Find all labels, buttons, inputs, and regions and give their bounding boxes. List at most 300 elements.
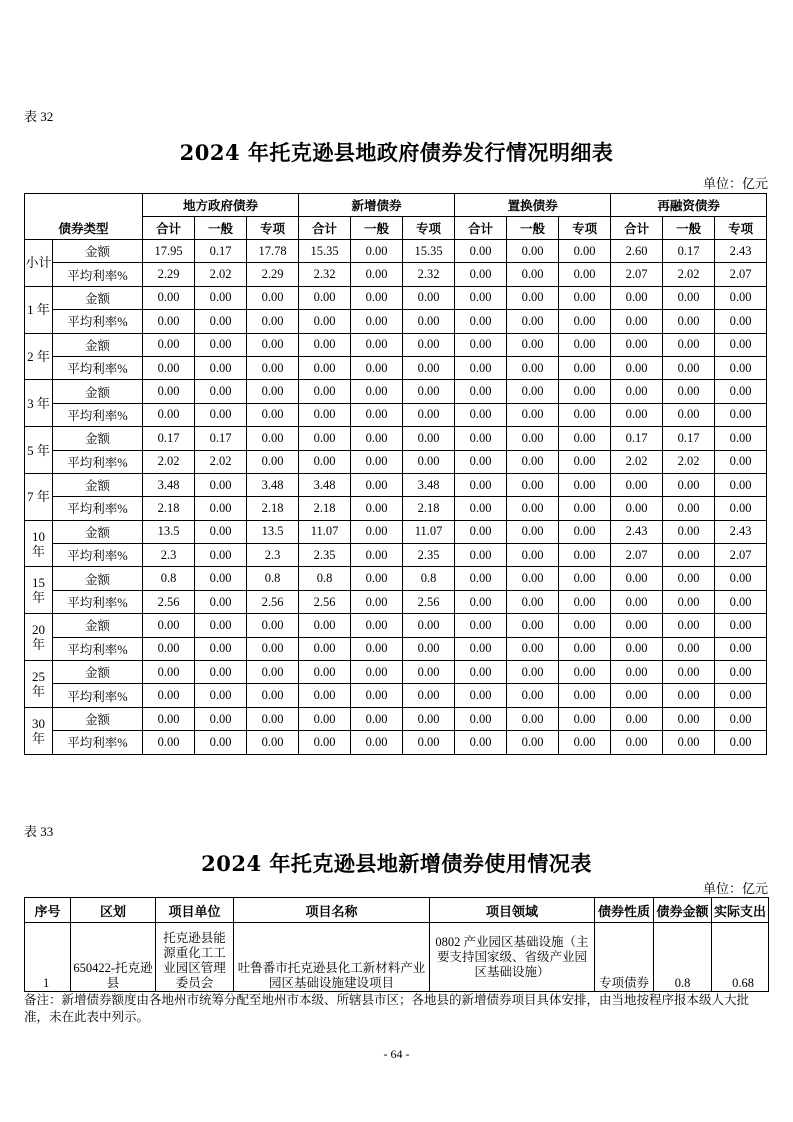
table-row	[25, 450, 767, 473]
value-cell: 0.00	[559, 567, 611, 590]
term-group-cell: 7 年	[25, 473, 53, 520]
value-cell: 0.00	[351, 520, 403, 543]
table-row	[25, 567, 767, 590]
col-header-region: 区划	[71, 898, 156, 923]
subhead-cell: 一般	[195, 217, 247, 240]
col-header-actual-spent: 实际支出	[712, 898, 769, 923]
metric-cell: 平均利率%	[53, 637, 143, 660]
value-cell: 0.00	[247, 731, 299, 754]
seq-cell: 1	[25, 923, 71, 992]
col-header-project-name: 项目名称	[234, 898, 430, 923]
value-cell: 0.00	[507, 356, 559, 379]
value-cell: 0.00	[663, 286, 715, 309]
value-cell: 0.00	[507, 380, 559, 403]
value-cell: 0.00	[351, 637, 403, 660]
value-cell: 2.02	[611, 450, 663, 473]
value-cell: 0.00	[455, 473, 507, 496]
value-cell: 0.00	[299, 333, 351, 356]
table-row	[25, 707, 767, 730]
value-cell: 0.00	[455, 520, 507, 543]
value-cell: 0.00	[455, 567, 507, 590]
subhead-cell: 一般	[663, 217, 715, 240]
group-header-refinancing: 再融资债券	[611, 194, 767, 217]
value-cell: 0.00	[143, 403, 195, 426]
metric-cell: 金额	[53, 614, 143, 637]
value-cell: 0.00	[403, 310, 455, 333]
value-cell: 0.00	[247, 380, 299, 403]
corner-header: 债券类型	[25, 194, 143, 240]
value-cell: 0.00	[195, 310, 247, 333]
col-header-unit: 项目单位	[156, 898, 234, 923]
value-cell: 0.00	[247, 403, 299, 426]
value-cell: 0.00	[507, 567, 559, 590]
value-cell: 0.00	[299, 286, 351, 309]
value-cell: 0.00	[403, 614, 455, 637]
value-cell: 0.00	[143, 286, 195, 309]
value-cell: 0.00	[663, 637, 715, 660]
term-group-cell: 5 年	[25, 427, 53, 474]
value-cell: 2.02	[143, 450, 195, 473]
table-row	[25, 310, 767, 333]
value-cell: 2.35	[299, 544, 351, 567]
value-cell: 0.00	[559, 286, 611, 309]
value-cell: 0.00	[351, 240, 403, 263]
value-cell: 0.00	[559, 731, 611, 754]
value-cell: 0.00	[403, 684, 455, 707]
value-cell: 0.00	[351, 380, 403, 403]
metric-cell: 金额	[53, 707, 143, 730]
value-cell: 13.5	[247, 520, 299, 543]
value-cell: 0.00	[403, 661, 455, 684]
col-header-seq: 序号	[25, 898, 71, 923]
value-cell: 0.00	[299, 380, 351, 403]
value-cell: 0.00	[195, 637, 247, 660]
term-group-cell: 3 年	[25, 380, 53, 427]
value-cell: 0.00	[507, 427, 559, 450]
value-cell: 0.00	[559, 637, 611, 660]
value-cell: 0.00	[195, 356, 247, 379]
value-cell: 0.00	[247, 684, 299, 707]
col-header-bond-nature: 债券性质	[595, 898, 654, 923]
project-name-cell: 吐鲁番市托克逊县化工新材料产业园区基础设施建设项目	[234, 923, 430, 992]
table-row	[25, 240, 767, 263]
value-cell: 0.00	[715, 661, 767, 684]
value-cell: 0.00	[663, 544, 715, 567]
value-cell: 0.00	[403, 403, 455, 426]
value-cell: 0.00	[247, 661, 299, 684]
table-33-title: 2024 年托克逊县地新增债券使用情况表	[201, 851, 592, 876]
value-cell: 0.00	[611, 403, 663, 426]
value-cell: 0.00	[559, 263, 611, 286]
value-cell: 0.00	[611, 614, 663, 637]
value-cell: 0.00	[455, 310, 507, 333]
metric-cell: 金额	[53, 567, 143, 590]
value-cell: 0.00	[403, 427, 455, 450]
value-cell: 0.00	[507, 240, 559, 263]
value-cell: 0.00	[351, 450, 403, 473]
value-cell: 0.00	[559, 240, 611, 263]
value-cell: 0.00	[195, 731, 247, 754]
value-cell: 0.17	[143, 427, 195, 450]
value-cell: 0.00	[559, 614, 611, 637]
value-cell: 0.00	[351, 567, 403, 590]
value-cell: 0.00	[663, 707, 715, 730]
value-cell: 0.00	[143, 380, 195, 403]
bond-nature-cell: 专项债券	[595, 923, 654, 992]
value-cell: 11.07	[299, 520, 351, 543]
value-cell: 0.17	[663, 427, 715, 450]
value-cell: 2.32	[403, 263, 455, 286]
value-cell: 0.00	[663, 590, 715, 613]
table-row	[25, 286, 767, 309]
group-header-replacement: 置换债券	[455, 194, 611, 217]
value-cell: 0.00	[299, 731, 351, 754]
value-cell: 0.00	[507, 637, 559, 660]
value-cell: 0.00	[559, 380, 611, 403]
value-cell: 0.00	[559, 661, 611, 684]
value-cell: 0.00	[351, 333, 403, 356]
value-cell: 0.00	[195, 684, 247, 707]
value-cell: 0.00	[715, 380, 767, 403]
value-cell: 2.3	[143, 544, 195, 567]
subhead-cell: 专项	[247, 217, 299, 240]
value-cell: 2.02	[663, 450, 715, 473]
value-cell: 13.5	[143, 520, 195, 543]
region-cell: 650422-托克逊县	[71, 923, 156, 992]
table-row	[25, 614, 767, 637]
value-cell: 0.00	[455, 731, 507, 754]
subhead-cell: 专项	[403, 217, 455, 240]
value-cell: 0.00	[611, 707, 663, 730]
term-group-cell: 20 年	[25, 614, 53, 661]
value-cell: 17.78	[247, 240, 299, 263]
value-cell: 0.00	[611, 333, 663, 356]
value-cell: 0.00	[351, 544, 403, 567]
value-cell: 0.00	[507, 520, 559, 543]
value-cell: 0.00	[195, 707, 247, 730]
value-cell: 0.00	[299, 427, 351, 450]
subhead-cell: 专项	[715, 217, 767, 240]
value-cell: 0.00	[663, 567, 715, 590]
page-number: - 64 -	[383, 1047, 410, 1061]
value-cell: 0.00	[559, 333, 611, 356]
value-cell: 0.00	[663, 356, 715, 379]
value-cell: 0.00	[247, 310, 299, 333]
value-cell: 0.00	[559, 684, 611, 707]
metric-cell: 金额	[53, 240, 143, 263]
value-cell: 0.00	[715, 614, 767, 637]
value-cell: 0.17	[611, 427, 663, 450]
value-cell: 0.00	[507, 286, 559, 309]
term-group-cell: 10 年	[25, 520, 53, 567]
value-cell: 0.00	[507, 403, 559, 426]
value-cell: 0.00	[455, 333, 507, 356]
subhead-cell: 合计	[611, 217, 663, 240]
actual-spent-cell: 0.68	[712, 923, 769, 992]
metric-cell: 平均利率%	[53, 497, 143, 520]
value-cell: 0.00	[663, 731, 715, 754]
value-cell: 0.00	[403, 356, 455, 379]
table-row	[25, 590, 767, 613]
value-cell: 0.00	[715, 590, 767, 613]
value-cell: 0.00	[403, 707, 455, 730]
value-cell: 0.00	[455, 661, 507, 684]
value-cell: 0.00	[611, 473, 663, 496]
col-header-bond-amount: 债券金额	[654, 898, 712, 923]
bond-issuance-table	[24, 193, 767, 755]
value-cell: 0.00	[715, 637, 767, 660]
value-cell: 0.17	[195, 240, 247, 263]
value-cell: 0.00	[715, 707, 767, 730]
value-cell: 0.00	[611, 731, 663, 754]
value-cell: 0.00	[611, 310, 663, 333]
value-cell: 0.8	[247, 567, 299, 590]
value-cell: 0.00	[715, 310, 767, 333]
value-cell: 0.00	[143, 333, 195, 356]
project-unit-cell: 托克逊县能源重化工工业园区管理委员会	[156, 923, 234, 992]
value-cell: 0.00	[195, 380, 247, 403]
value-cell: 0.00	[403, 731, 455, 754]
value-cell: 0.00	[195, 333, 247, 356]
value-cell: 0.00	[507, 333, 559, 356]
value-cell: 0.00	[455, 544, 507, 567]
value-cell: 17.95	[143, 240, 195, 263]
value-cell: 0.00	[611, 590, 663, 613]
value-cell: 0.00	[507, 263, 559, 286]
value-cell: 0.00	[455, 637, 507, 660]
value-cell: 0.00	[611, 497, 663, 520]
subhead-cell: 一般	[507, 217, 559, 240]
metric-cell: 平均利率%	[53, 731, 143, 754]
value-cell: 3.48	[403, 473, 455, 496]
value-cell: 0.00	[351, 707, 403, 730]
value-cell: 0.00	[663, 380, 715, 403]
value-cell: 0.00	[663, 333, 715, 356]
value-cell: 0.8	[403, 567, 455, 590]
value-cell: 0.00	[455, 497, 507, 520]
table-row	[25, 731, 767, 754]
term-group-cell: 2 年	[25, 333, 53, 380]
value-cell: 2.3	[247, 544, 299, 567]
metric-cell: 金额	[53, 473, 143, 496]
metric-cell: 平均利率%	[53, 450, 143, 473]
value-cell: 2.07	[715, 263, 767, 286]
term-group-cell: 25 年	[25, 661, 53, 708]
metric-cell: 金额	[53, 333, 143, 356]
value-cell: 2.60	[611, 240, 663, 263]
value-cell: 0.00	[455, 403, 507, 426]
value-cell: 2.32	[299, 263, 351, 286]
value-cell: 2.02	[663, 263, 715, 286]
value-cell: 0.00	[559, 427, 611, 450]
value-cell: 0.00	[663, 497, 715, 520]
value-cell: 0.00	[507, 661, 559, 684]
value-cell: 0.00	[299, 356, 351, 379]
value-cell: 0.00	[663, 520, 715, 543]
value-cell: 0.00	[351, 310, 403, 333]
value-cell: 2.29	[247, 263, 299, 286]
value-cell: 0.00	[403, 637, 455, 660]
value-cell: 0.00	[143, 684, 195, 707]
metric-cell: 平均利率%	[53, 310, 143, 333]
metric-cell: 金额	[53, 520, 143, 543]
value-cell: 0.00	[611, 567, 663, 590]
bond-amount-cell: 0.8	[654, 923, 712, 992]
value-cell: 0.00	[351, 684, 403, 707]
value-cell: 0.00	[455, 450, 507, 473]
value-cell: 2.56	[143, 590, 195, 613]
value-cell: 0.00	[611, 661, 663, 684]
table-row	[25, 380, 767, 403]
value-cell: 0.00	[559, 403, 611, 426]
metric-cell: 金额	[53, 286, 143, 309]
value-cell: 0.00	[611, 356, 663, 379]
value-cell: 3.48	[247, 473, 299, 496]
value-cell: 0.00	[299, 614, 351, 637]
value-cell: 0.00	[663, 684, 715, 707]
table-32-unit: 单位：亿元	[702, 176, 768, 191]
value-cell: 0.00	[299, 707, 351, 730]
value-cell: 2.07	[611, 544, 663, 567]
project-field-cell: 0802 产业园区基础设施（主要支持国家级、省级产业园区基础设施）	[430, 923, 595, 992]
value-cell: 0.00	[455, 427, 507, 450]
value-cell: 0.00	[351, 661, 403, 684]
value-cell: 0.00	[715, 684, 767, 707]
table-33-unit: 单位：亿元	[702, 881, 768, 896]
value-cell: 0.00	[663, 403, 715, 426]
value-cell: 15.35	[299, 240, 351, 263]
value-cell: 0.00	[455, 380, 507, 403]
metric-cell: 平均利率%	[53, 684, 143, 707]
metric-cell: 平均利率%	[53, 544, 143, 567]
value-cell: 0.00	[507, 590, 559, 613]
value-cell: 0.00	[299, 310, 351, 333]
value-cell: 0.00	[143, 356, 195, 379]
value-cell: 0.00	[403, 380, 455, 403]
value-cell: 2.07	[715, 544, 767, 567]
value-cell: 0.00	[611, 684, 663, 707]
value-cell: 0.00	[247, 427, 299, 450]
value-cell: 0.8	[143, 567, 195, 590]
value-cell: 0.00	[559, 544, 611, 567]
value-cell: 0.00	[559, 310, 611, 333]
value-cell: 2.56	[247, 590, 299, 613]
metric-cell: 平均利率%	[53, 356, 143, 379]
value-cell: 0.00	[507, 497, 559, 520]
value-cell: 0.00	[507, 473, 559, 496]
value-cell: 0.00	[351, 731, 403, 754]
table-row	[25, 263, 767, 286]
metric-cell: 金额	[53, 427, 143, 450]
value-cell: 0.00	[507, 544, 559, 567]
value-cell: 3.48	[143, 473, 195, 496]
value-cell: 0.00	[351, 263, 403, 286]
value-cell: 0.00	[507, 450, 559, 473]
table-row	[25, 684, 767, 707]
group-header-new: 新增债券	[299, 194, 455, 217]
value-cell: 0.00	[143, 661, 195, 684]
value-cell: 0.00	[559, 707, 611, 730]
table-row	[25, 427, 767, 450]
value-cell: 0.00	[351, 356, 403, 379]
subhead-cell: 合计	[455, 217, 507, 240]
table-row	[25, 923, 769, 992]
value-cell: 0.00	[195, 403, 247, 426]
value-cell: 3.48	[299, 473, 351, 496]
value-cell: 2.18	[299, 497, 351, 520]
value-cell: 2.02	[195, 450, 247, 473]
new-bond-usage-table	[24, 897, 769, 992]
value-cell: 0.00	[247, 637, 299, 660]
value-cell: 0.00	[299, 684, 351, 707]
value-cell: 0.00	[455, 614, 507, 637]
term-group-cell: 15 年	[25, 567, 53, 614]
value-cell: 0.00	[299, 450, 351, 473]
value-cell: 0.00	[715, 497, 767, 520]
value-cell: 0.00	[299, 637, 351, 660]
value-cell: 0.00	[195, 473, 247, 496]
value-cell: 0.17	[663, 240, 715, 263]
value-cell: 0.00	[247, 614, 299, 637]
value-cell: 2.56	[403, 590, 455, 613]
value-cell: 2.43	[715, 520, 767, 543]
value-cell: 0.00	[455, 356, 507, 379]
value-cell: 0.00	[455, 684, 507, 707]
value-cell: 0.00	[143, 614, 195, 637]
value-cell: 0.00	[715, 333, 767, 356]
value-cell: 0.00	[715, 356, 767, 379]
value-cell: 0.00	[143, 310, 195, 333]
value-cell: 0.00	[195, 661, 247, 684]
term-group-cell: 1 年	[25, 286, 53, 333]
table-row	[25, 520, 767, 543]
value-cell: 0.00	[559, 356, 611, 379]
value-cell: 2.43	[715, 240, 767, 263]
value-cell: 0.00	[611, 286, 663, 309]
value-cell: 0.00	[715, 427, 767, 450]
value-cell: 0.17	[195, 427, 247, 450]
table-row	[25, 333, 767, 356]
value-cell: 0.00	[507, 684, 559, 707]
metric-cell: 平均利率%	[53, 590, 143, 613]
value-cell: 0.00	[195, 567, 247, 590]
term-group-cell: 小计	[25, 240, 53, 287]
value-cell: 0.00	[143, 637, 195, 660]
value-cell: 0.00	[195, 590, 247, 613]
value-cell: 0.00	[195, 286, 247, 309]
subhead-cell: 合计	[143, 217, 195, 240]
subhead-cell: 一般	[351, 217, 403, 240]
value-cell: 0.00	[455, 590, 507, 613]
value-cell: 0.00	[247, 707, 299, 730]
metric-cell: 金额	[53, 661, 143, 684]
group-header-local: 地方政府债券	[143, 194, 299, 217]
value-cell: 0.00	[195, 544, 247, 567]
value-cell: 0.00	[507, 707, 559, 730]
value-cell: 0.00	[247, 356, 299, 379]
value-cell: 0.00	[559, 520, 611, 543]
value-cell: 0.00	[403, 450, 455, 473]
metric-cell: 金额	[53, 380, 143, 403]
value-cell: 0.00	[663, 614, 715, 637]
value-cell: 0.00	[611, 380, 663, 403]
table-row	[25, 497, 767, 520]
value-cell: 2.56	[299, 590, 351, 613]
value-cell: 2.02	[195, 263, 247, 286]
value-cell: 0.00	[299, 403, 351, 426]
value-cell: 11.07	[403, 520, 455, 543]
table-32-label: 表 32	[24, 109, 54, 124]
